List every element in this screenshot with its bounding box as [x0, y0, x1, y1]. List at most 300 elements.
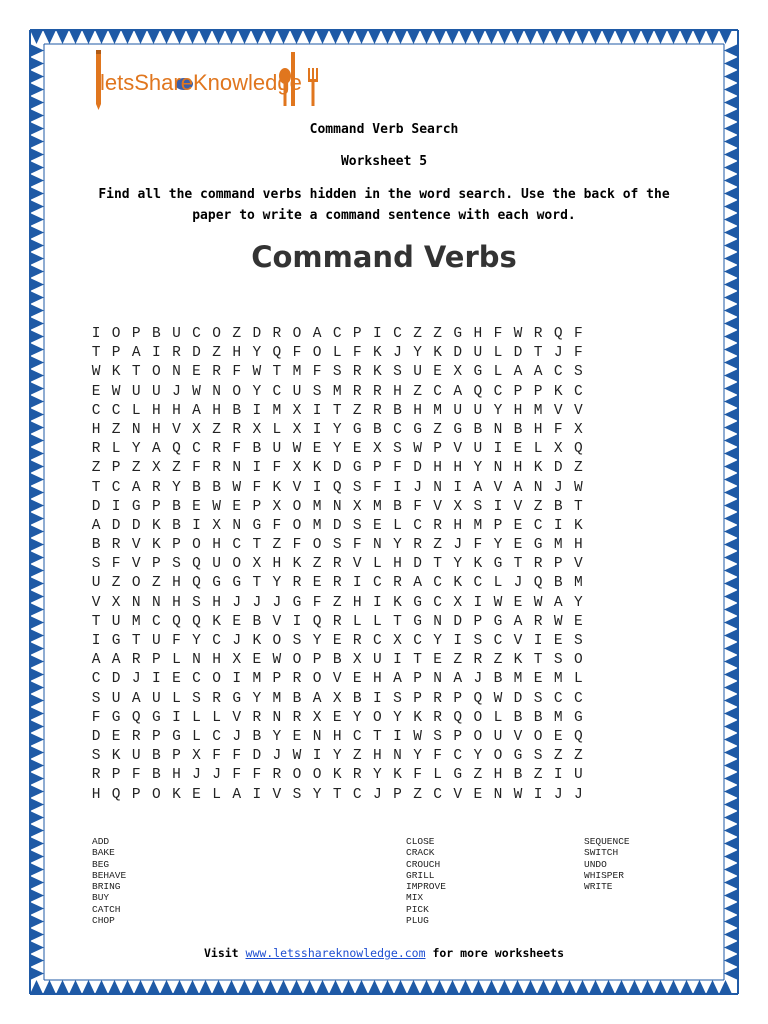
grid-letter: H	[172, 575, 181, 592]
grid-letter: Q	[573, 441, 583, 458]
grid-letter: M	[312, 498, 322, 515]
grid-letter: C	[433, 383, 442, 400]
grid-letter: Z	[573, 748, 583, 765]
grid-letter: U	[473, 402, 483, 419]
grid-letter: V	[292, 479, 302, 496]
instructions	[0, 184, 768, 226]
grid-row	[86, 517, 646, 536]
grid-letter: N	[393, 748, 402, 765]
grid-letter: O	[312, 671, 322, 688]
grid-row	[86, 498, 646, 517]
grid-letter: S	[91, 748, 101, 765]
grid-letter: I	[192, 517, 201, 534]
grid-letter: Y	[493, 402, 503, 419]
grid-letter: X	[332, 690, 342, 707]
grid-letter: Q	[111, 786, 121, 803]
grid-letter: G	[413, 613, 422, 630]
grid-letter: N	[433, 613, 442, 630]
grid-letter: E	[232, 498, 242, 515]
grid-letter: G	[352, 460, 362, 477]
grid-letter: R	[533, 613, 543, 630]
grid-letter: Y	[493, 537, 503, 554]
grid-letter: X	[292, 421, 302, 438]
grid-letter: Y	[332, 748, 342, 765]
grid-letter: O	[111, 326, 121, 342]
grid-letter: Q	[172, 441, 181, 458]
grid-letter: T	[513, 556, 523, 573]
grid-letter: B	[151, 748, 161, 765]
grid-letter: J	[413, 479, 422, 496]
grid-letter: T	[533, 345, 543, 362]
grid-letter: W	[91, 364, 101, 381]
grid-letter: E	[553, 633, 563, 649]
grid-letter: L	[493, 364, 503, 381]
grid-letter: J	[473, 671, 483, 688]
grid-letter: V	[433, 498, 442, 515]
grid-row	[86, 344, 646, 363]
grid-letter: Z	[533, 767, 543, 784]
grid-letter: V	[272, 613, 282, 630]
grid-letter: S	[312, 383, 322, 400]
grid-letter: S	[292, 633, 302, 649]
grid-letter: R	[292, 709, 302, 726]
grid-letter: Q	[473, 383, 483, 400]
grid-letter: Y	[352, 709, 362, 726]
grid-letter: C	[111, 479, 121, 496]
grid-letter: V	[91, 594, 101, 611]
grid-letter: M	[533, 402, 543, 419]
grid-letter: Y	[473, 460, 483, 477]
grid-letter: I	[473, 594, 483, 611]
grid-letter: D	[453, 345, 463, 362]
grid-letter: D	[252, 748, 262, 765]
grid-letter: H	[493, 767, 503, 784]
grid-letter: G	[493, 613, 503, 630]
grid-letter: V	[352, 556, 362, 573]
grid-letter: S	[553, 652, 563, 669]
grid-letter: C	[192, 671, 201, 688]
grid-letter: J	[131, 671, 141, 688]
grid-letter: F	[232, 748, 242, 765]
grid-letter: N	[493, 786, 503, 803]
grid-letter: B	[151, 326, 161, 342]
grid-letter: K	[513, 652, 523, 669]
grid-letter: R	[292, 671, 302, 688]
grid-letter: G	[172, 728, 181, 745]
word-list-item: CATCH	[92, 903, 121, 915]
grid-letter: I	[352, 575, 362, 592]
word-search-grid	[86, 325, 646, 805]
grid-letter: X	[312, 709, 322, 726]
grid-letter: R	[212, 441, 221, 458]
grid-letter: I	[252, 402, 262, 419]
word-list-item: CHOP	[92, 915, 115, 927]
grid-letter: B	[513, 709, 523, 726]
grid-letter: P	[352, 326, 362, 342]
grid-letter: T	[332, 786, 342, 803]
grid-letter: L	[212, 786, 221, 803]
grid-letter: K	[413, 709, 422, 726]
grid-letter: Z	[111, 421, 121, 438]
grid-letter: E	[292, 728, 302, 745]
grid-letter: B	[292, 690, 302, 707]
grid-letter: Z	[332, 594, 342, 611]
grid-letter: K	[312, 460, 322, 477]
grid-row	[86, 632, 646, 651]
grid-letter: V	[272, 786, 282, 803]
grid-letter: D	[332, 460, 342, 477]
grid-letter: W	[111, 383, 121, 400]
grid-letter: H	[232, 345, 242, 362]
grid-letter: Q	[172, 613, 181, 630]
grid-letter: F	[252, 479, 262, 496]
grid-letter: S	[332, 364, 342, 381]
grid-letter: J	[573, 786, 583, 803]
grid-letter: G	[292, 594, 302, 611]
grid-letter: O	[292, 326, 302, 342]
grid-letter: M	[292, 364, 302, 381]
grid-letter: P	[151, 556, 161, 573]
grid-letter: O	[473, 728, 483, 745]
grid-letter: J	[232, 633, 242, 649]
grid-letter: I	[151, 345, 161, 362]
grid-letter: T	[131, 364, 141, 381]
grid-letter: E	[433, 652, 442, 669]
grid-letter: U	[373, 652, 382, 669]
grid-letter: B	[151, 767, 161, 784]
grid-letter: D	[413, 556, 422, 573]
grid-letter: B	[553, 498, 563, 515]
grid-letter: F	[272, 517, 282, 534]
word-list-item: CRACK	[406, 847, 435, 859]
grid-letter: C	[212, 728, 221, 745]
grid-letter: T	[373, 728, 382, 745]
grid-letter: V	[232, 709, 242, 726]
grid-letter: J	[453, 537, 463, 554]
grid-letter: C	[573, 383, 583, 400]
grid-letter: A	[453, 383, 463, 400]
grid-letter: D	[513, 690, 523, 707]
grid-letter: F	[393, 460, 402, 477]
page-heading: Command Verbs	[251, 240, 517, 274]
grid-letter: X	[292, 402, 302, 419]
grid-letter: I	[172, 709, 181, 726]
grid-letter: C	[413, 633, 422, 649]
grid-letter: C	[533, 517, 543, 534]
grid-letter: M	[312, 517, 322, 534]
grid-letter: Q	[453, 709, 463, 726]
grid-letter: G	[252, 517, 262, 534]
grid-letter: E	[192, 786, 201, 803]
grid-letter: F	[433, 748, 442, 765]
grid-letter: T	[252, 575, 262, 592]
grid-letter: I	[393, 479, 402, 496]
grid-letter: D	[453, 613, 463, 630]
grid-letter: H	[433, 460, 442, 477]
grid-letter: F	[373, 479, 382, 496]
grid-letter: K	[453, 575, 463, 592]
grid-letter: P	[111, 345, 121, 362]
grid-row	[86, 459, 646, 478]
grid-letter: T	[393, 613, 402, 630]
grid-letter: F	[493, 326, 503, 342]
grid-letter: A	[131, 345, 141, 362]
grid-letter: H	[393, 556, 402, 573]
grid-letter: G	[413, 421, 422, 438]
grid-letter: I	[252, 786, 262, 803]
grid-row	[86, 747, 646, 766]
grid-letter: E	[513, 594, 523, 611]
word-list-item: BEG	[92, 858, 110, 870]
grid-letter: Y	[393, 709, 402, 726]
grid-letter: C	[272, 383, 282, 400]
grid-letter: H	[172, 594, 181, 611]
grid-row	[86, 786, 646, 805]
grid-letter: R	[272, 326, 282, 342]
grid-letter: G	[352, 421, 362, 438]
grid-letter: O	[312, 345, 322, 362]
grid-letter: O	[473, 709, 483, 726]
grid-letter: Y	[252, 345, 262, 362]
grid-letter: D	[413, 460, 422, 477]
grid-letter: F	[312, 594, 322, 611]
grid-letter: M	[553, 709, 563, 726]
grid-row	[86, 709, 646, 728]
grid-letter: H	[373, 671, 382, 688]
grid-letter: A	[312, 326, 322, 342]
grid-letter: R	[111, 537, 121, 554]
grid-letter: V	[453, 786, 463, 803]
grid-letter: H	[453, 460, 463, 477]
grid-letter: U	[131, 748, 141, 765]
grid-letter: Y	[312, 786, 322, 803]
grid-letter: C	[433, 786, 442, 803]
grid-letter: F	[252, 767, 262, 784]
grid-letter: Q	[332, 479, 342, 496]
grid-letter: F	[232, 767, 242, 784]
grid-letter: C	[433, 594, 442, 611]
grid-letter: X	[573, 421, 583, 438]
grid-letter: C	[192, 326, 201, 342]
grid-letter: N	[232, 517, 242, 534]
grid-letter: S	[473, 633, 483, 649]
grid-letter: E	[192, 498, 201, 515]
grid-letter: U	[151, 383, 161, 400]
grid-letter: H	[172, 402, 181, 419]
grid-letter: C	[373, 633, 382, 649]
grid-letter: T	[573, 498, 583, 515]
grid-letter: T	[332, 402, 342, 419]
grid-letter: A	[513, 364, 523, 381]
grid-letter: K	[172, 786, 181, 803]
grid-row	[86, 363, 646, 382]
grid-letter: M	[573, 575, 583, 592]
grid-letter: O	[272, 633, 282, 649]
grid-letter: O	[312, 537, 322, 554]
grid-letter: V	[131, 537, 141, 554]
grid-letter: R	[533, 556, 543, 573]
grid-letter: U	[131, 383, 141, 400]
grid-letter: Y	[312, 633, 322, 649]
grid-letter: R	[91, 441, 101, 458]
grid-letter: U	[473, 441, 483, 458]
grid-letter: C	[413, 517, 422, 534]
grid-letter: K	[553, 383, 563, 400]
grid-letter: R	[292, 575, 302, 592]
grid-letter: E	[513, 517, 523, 534]
grid-letter: H	[91, 421, 101, 438]
grid-letter: B	[373, 421, 382, 438]
grid-letter: I	[252, 460, 262, 477]
grid-letter: U	[413, 364, 422, 381]
grid-letter: L	[573, 671, 583, 688]
grid-letter: U	[453, 402, 463, 419]
grid-letter: Z	[111, 575, 121, 592]
grid-letter: M	[131, 613, 141, 630]
grid-letter: E	[533, 671, 543, 688]
grid-letter: H	[473, 326, 483, 342]
grid-letter: C	[453, 748, 463, 765]
grid-letter: G	[131, 498, 141, 515]
footer	[0, 946, 768, 960]
grid-letter: Z	[131, 460, 141, 477]
worksheet-title: Command Verb Search	[309, 122, 459, 137]
grid-letter: H	[533, 421, 543, 438]
grid-letter: W	[493, 690, 503, 707]
grid-letter: W	[413, 728, 422, 745]
grid-letter: E	[312, 575, 322, 592]
word-list-item: GRILL	[406, 869, 435, 881]
grid-letter: J	[373, 786, 382, 803]
word-list-item: UNDO	[584, 858, 607, 870]
grid-letter: A	[91, 517, 101, 534]
grid-letter: Z	[433, 537, 442, 554]
grid-letter: Z	[433, 421, 442, 438]
grid-letter: P	[473, 613, 483, 630]
grid-letter: F	[232, 364, 242, 381]
grid-letter: V	[513, 498, 523, 515]
grid-letter: D	[192, 345, 201, 362]
grid-letter: N	[172, 364, 181, 381]
grid-letter: Z	[413, 326, 422, 342]
word-list-item: MIX	[406, 892, 424, 904]
grid-letter: I	[393, 652, 402, 669]
grid-letter: O	[212, 671, 221, 688]
grid-letter: H	[212, 402, 221, 419]
grid-letter: S	[533, 748, 543, 765]
grid-letter: I	[91, 326, 101, 342]
grid-letter: H	[91, 786, 101, 803]
grid-letter: Y	[373, 767, 382, 784]
grid-letter: A	[413, 575, 422, 592]
grid-letter: E	[352, 671, 362, 688]
grid-letter: S	[332, 537, 342, 554]
grid-letter: H	[212, 594, 221, 611]
grid-letter: Z	[553, 748, 563, 765]
grid-letter: B	[252, 441, 262, 458]
grid-letter: O	[232, 383, 242, 400]
grid-letter: R	[533, 326, 543, 342]
grid-letter: O	[373, 709, 382, 726]
grid-letter: R	[212, 460, 221, 477]
grid-letter: C	[91, 402, 101, 419]
grid-letter: G	[453, 767, 463, 784]
grid-letter: R	[413, 537, 422, 554]
grid-letter: P	[111, 767, 121, 784]
grid-letter: U	[91, 575, 101, 592]
grid-letter: L	[373, 613, 382, 630]
grid-letter: E	[232, 613, 242, 630]
grid-letter: H	[573, 537, 583, 554]
grid-row	[86, 536, 646, 555]
grid-letter: F	[111, 556, 121, 573]
grid-letter: X	[151, 460, 161, 477]
grid-letter: X	[553, 441, 563, 458]
grid-letter: N	[493, 460, 503, 477]
grid-row	[86, 690, 646, 709]
grid-letter: P	[393, 786, 402, 803]
grid-letter: E	[312, 441, 322, 458]
grid-letter: C	[352, 728, 362, 745]
word-list-column-2	[406, 836, 446, 926]
grid-letter: I	[312, 479, 322, 496]
grid-letter: R	[332, 556, 342, 573]
grid-letter: R	[232, 421, 242, 438]
grid-letter: Y	[332, 441, 342, 458]
grid-row	[86, 383, 646, 402]
grid-row	[86, 574, 646, 593]
grid-letter: S	[573, 633, 583, 649]
grid-letter: R	[332, 575, 342, 592]
grid-letter: T	[533, 652, 543, 669]
grid-letter: S	[433, 728, 442, 745]
website-link[interactable]: www.letsshareknowledge.com	[245, 946, 426, 960]
grid-letter: J	[553, 786, 563, 803]
grid-letter: Z	[473, 767, 483, 784]
grid-letter: R	[473, 652, 483, 669]
grid-letter: J	[252, 594, 262, 611]
grid-letter: Y	[272, 575, 282, 592]
grid-letter: F	[473, 537, 483, 554]
word-list-item: BRING	[92, 881, 121, 893]
grid-letter: P	[172, 537, 181, 554]
grid-letter: M	[252, 671, 262, 688]
grid-letter: C	[473, 575, 483, 592]
grid-letter: G	[111, 633, 121, 649]
grid-letter: X	[252, 556, 262, 573]
grid-letter: G	[573, 709, 583, 726]
grid-letter: I	[111, 498, 121, 515]
grid-letter: N	[212, 383, 221, 400]
word-list-item: PLUG	[406, 915, 429, 927]
grid-letter: Z	[172, 460, 181, 477]
grid-letter: K	[111, 364, 121, 381]
grid-letter: Y	[413, 345, 422, 362]
grid-letter: H	[513, 402, 523, 419]
grid-letter: N	[373, 537, 382, 554]
grid-letter: F	[573, 345, 583, 362]
grid-letter: A	[393, 671, 402, 688]
grid-letter: F	[272, 460, 282, 477]
grid-letter: A	[513, 613, 523, 630]
grid-letter: R	[373, 383, 382, 400]
grid-letter: P	[252, 498, 262, 515]
grid-letter: O	[292, 652, 302, 669]
grid-letter: Q	[533, 575, 543, 592]
grid-letter: X	[453, 364, 463, 381]
grid-letter: R	[131, 652, 141, 669]
grid-letter: Y	[453, 556, 463, 573]
